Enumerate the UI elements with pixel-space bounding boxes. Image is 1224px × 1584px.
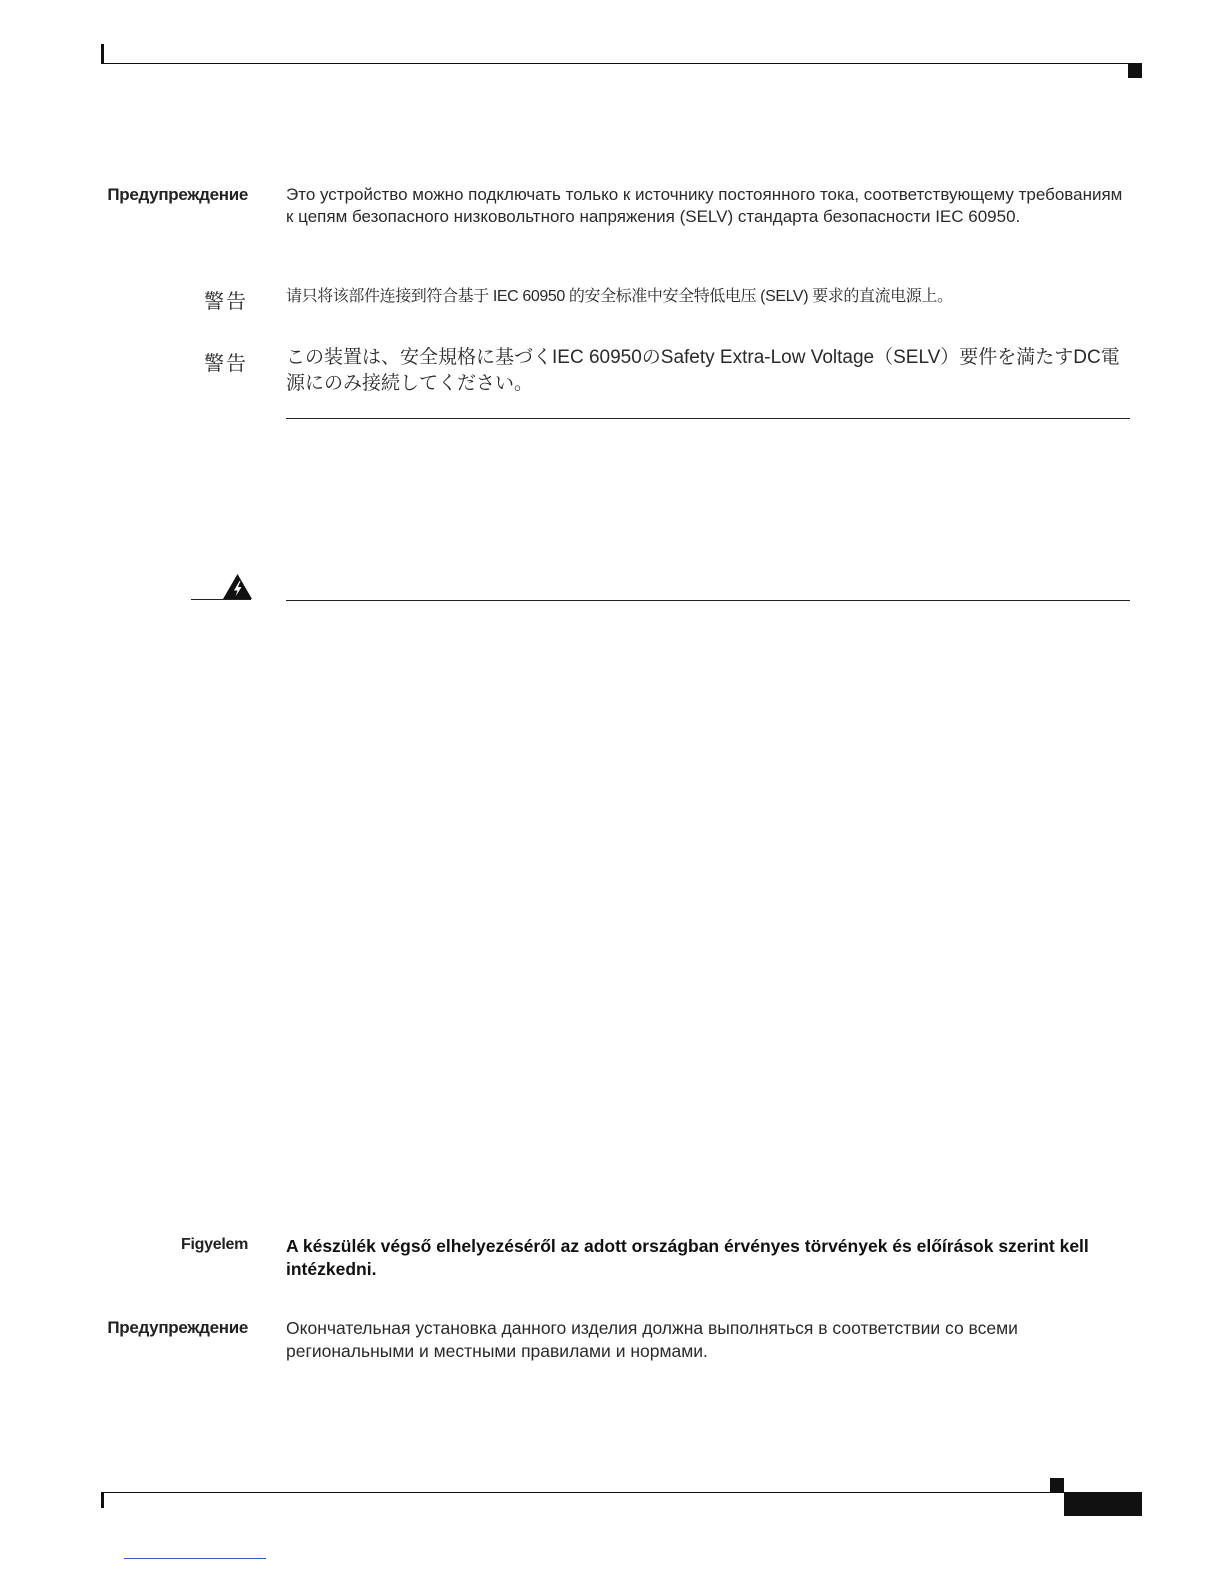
warning-label-ja-selv: 警告	[204, 353, 248, 375]
warning-label-zh-selv: 警告	[204, 291, 248, 313]
warning-text-zh-selv: 请只将该部件连接到符合基于 IEC 60950 的安全标准中安全特低电压 (SELV) 要求的直流电源上。	[286, 288, 953, 305]
section-rule	[286, 418, 1130, 419]
warning-label-ru-selv: Предупреждение	[107, 185, 248, 204]
footer-rule	[102, 1492, 1064, 1493]
warning-icon-underline	[191, 599, 251, 600]
footer-tick	[101, 1492, 104, 1508]
warning-label-ru-install: Предупреждение	[107, 1318, 248, 1337]
page-number-tab	[1064, 1492, 1142, 1516]
footer-marker	[1050, 1478, 1064, 1492]
warning-label-hu-install: Figyelem	[181, 1236, 248, 1253]
warning-text-ru-install: Окончательная установка данного изделия должна выполняться в соответствии со всеми региональными и местными правилами и нормами.	[286, 1318, 1018, 1361]
warning-text-ru-selv: Это устройство можно подключать только к источнику постоянного тока, соответствующему требованиям к цепям безопасного низковольтного напряжения (SELV) стандарта безопасности IEC 60950.	[286, 185, 1123, 226]
warning-rule	[286, 600, 1130, 601]
warning-text-ja-selv: この装置は、安全規格に基づくIEC 60950のSafety Extra-Low Voltage（SELV）要件を満たすDC電源にのみ接続してください。	[286, 347, 1120, 394]
warning-text-hu-install: A készülék végső elhelyezéséről az adott országban érvényes törvények és előírások szerint kell intézkedni.	[286, 1236, 1089, 1279]
header-rule	[102, 63, 1142, 64]
header-marker	[1128, 64, 1142, 78]
warning-icon	[222, 573, 253, 600]
footer-link-underline[interactable]	[124, 1558, 266, 1559]
header-tick	[101, 44, 104, 64]
